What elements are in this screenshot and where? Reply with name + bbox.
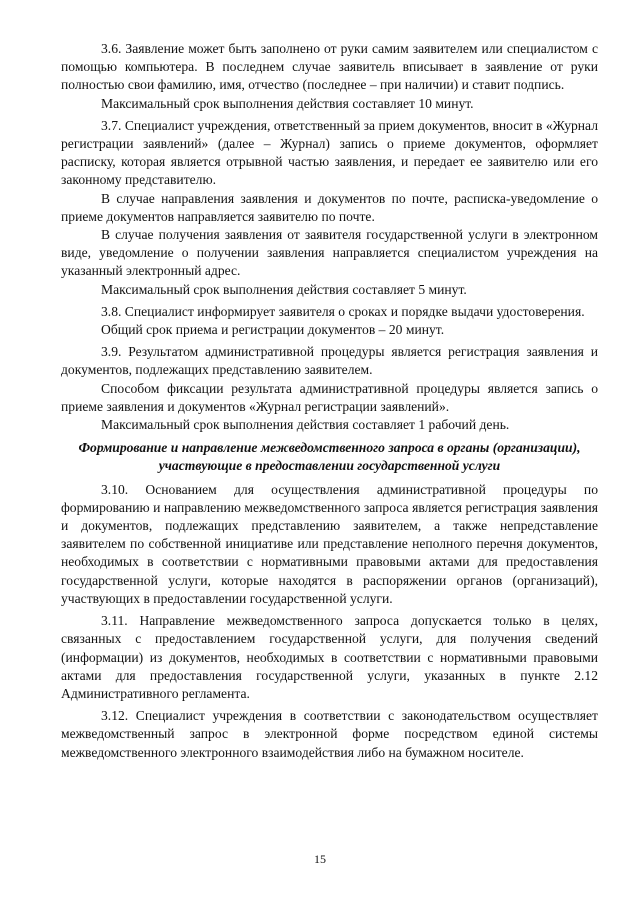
paragraph-3-12: 3.12. Специалист учреждения в соответствии с законодательством осуществляет межведомственный запрос в электронной форме посредством единой системы межведомственного электронного взаимодействия либо на бумажном носителе.	[61, 708, 598, 760]
paragraph-3-9: 3.9. Результатом административной процедуры является регистрация заявления и документов, подлежащих представлению заявителем.	[61, 344, 598, 378]
paragraph-3-11: 3.11. Направление межведомственного запроса допускается только в целях, связанных с предоставлением государственной услуги, для получения сведений (информации) из документов, необходимых в соответствии с нормативными правовыми актами для предоставления государственной услуги, указанных в пункте 2.12 Административного регламента.	[61, 613, 598, 701]
paragraph-time-limit-5: Максимальный срок выполнения действия составляет 5 минут.	[101, 281, 467, 297]
section-heading: Формирование и направление межведомственного запроса в органы (организации), участвующие в предоставлении государственной услуги	[78, 440, 581, 474]
page-body	[61, 40, 598, 762]
paragraph-time-limit-1-day: Максимальный срок выполнения действия составляет 1 рабочий день.	[101, 417, 510, 433]
paragraph-time-limit-10: Максимальный срок выполнения действия составляет 10 минут.	[101, 95, 474, 111]
paragraph-3-7: 3.7. Специалист учреждения, ответственный за прием документов, вносит в «Журнал регистрации заявлений» (далее – Журнал) запись о приеме документов, оформляет расписку, которая является отрывной частью заявления, и передает ее заявителю или его законному представителю.	[61, 117, 598, 188]
paragraph-3-8: 3.8. Специалист информирует заявителя о сроках и порядке выдачи удостоверения.	[101, 303, 585, 319]
paragraph-total-time: Общий срок приема и регистрации документов – 20 минут.	[101, 322, 445, 338]
paragraph-fixation-method: Способом фиксации результата административной процедуры является запись о приеме заявления и документов «Журнал регистрации заявлений».	[61, 380, 598, 414]
paragraph-electronic-notice: В случае получения заявления от заявителя государственной услуги в электронном виде, уведомление о получении заявления направляется специалистом учреждения на указанный электронный адрес.	[61, 227, 598, 279]
paragraph-3-6: 3.6. Заявление может быть заполнено от руки самим заявителем или специалистом с помощью компьютера. В последнем случае заявитель вписывает в заявление от руки полностью свои фамилию, имя, отчество (последнее – при наличии) и ставит подпись.	[61, 41, 598, 93]
paragraph-3-10: 3.10. Основанием для осуществления административной процедуры по формированию и направлению межведомственного запроса является регистрация заявления и документов, подлежащих представлению заявителем, а также непредставление заявителем по собственной инициативе или представление неполного перечня документов, необходимых в соответствии с нормативными правовыми актами для предоставления государственной услуги, которые находятся в распоряжении органов (организаций), участвующих в предоставлении государственной услуги.	[61, 481, 598, 606]
page-number: 15	[314, 852, 326, 866]
paragraph-mail-notice: В случае направления заявления и документов по почте, расписка-уведомление о приеме документов направляется заявителю по почте.	[61, 190, 598, 224]
